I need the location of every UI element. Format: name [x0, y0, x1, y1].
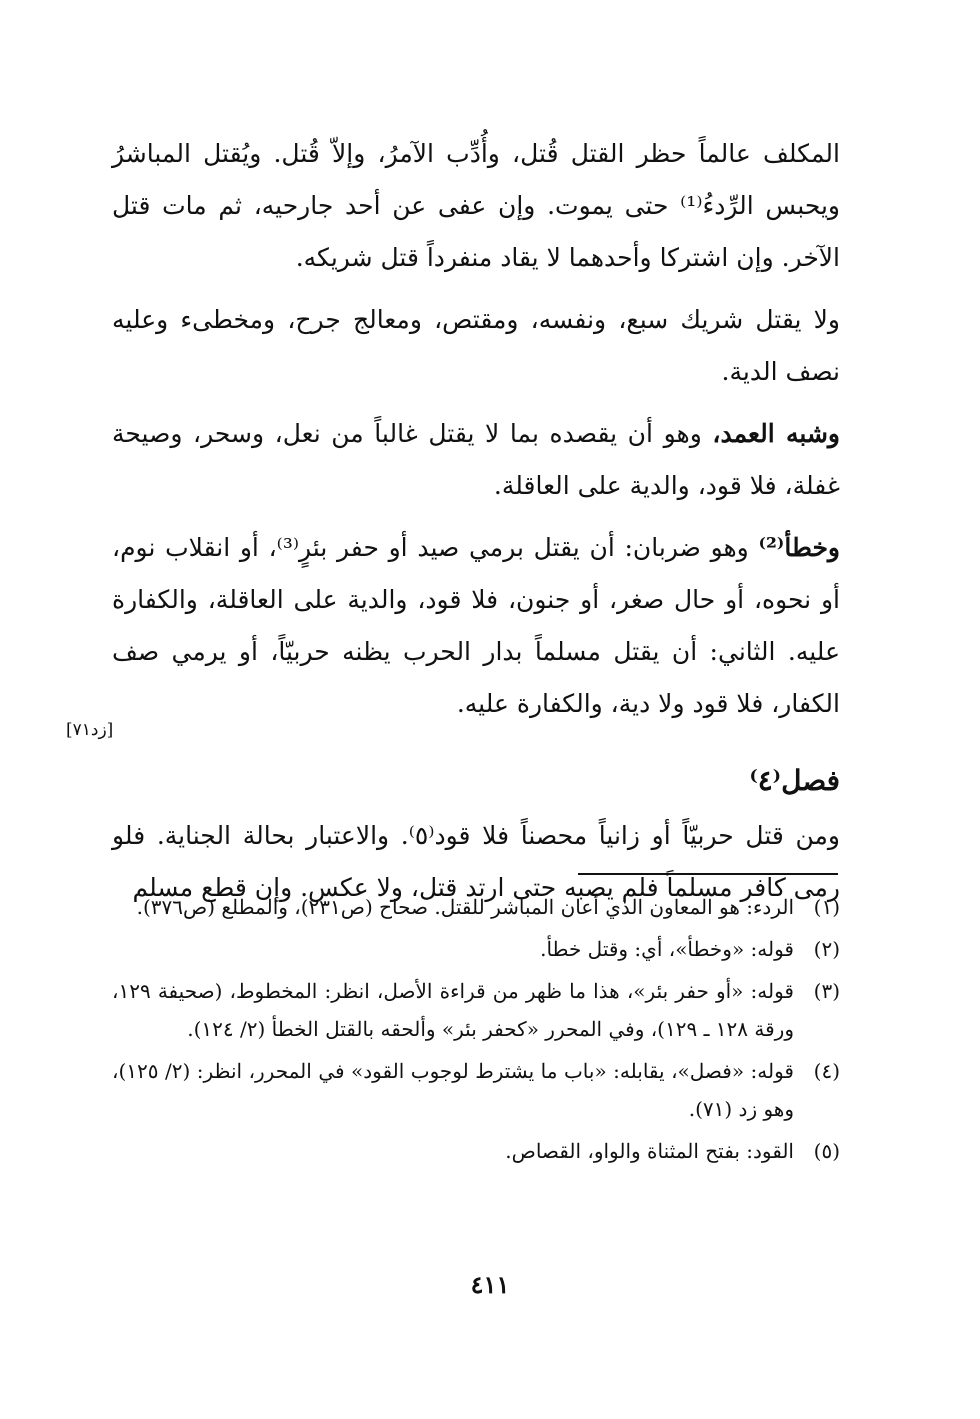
- paragraph-3: [112, 408, 840, 512]
- paragraph-2: ولا يقتل شريك سبع، ونفسه، ومقتص، ومعالج جرح، ومخطىء وعليه نصف الدية.: [112, 305, 840, 386]
- footnote-text: القود: بفتح المثناة والواو، القصاص.: [505, 1139, 794, 1163]
- footnote-number: (١): [813, 895, 840, 919]
- footnote-number: (٥): [813, 1139, 840, 1163]
- footnote-1: [112, 888, 840, 926]
- footnote-4: [112, 1052, 840, 1128]
- term-khata: وخطأ⁽²⁾: [758, 533, 840, 562]
- paragraph-1: المكلف عالماً حظر القتل قُتل، وأُدِّب الآمرُ، وإلاّ قُتل. ويُقتل المباشرُ ويحبس الرِّدءُ⁽¹⁾ حتى يموت. وإن عفى عن أحد جارحيه، ثم مات قتل الآخر. وإن اشتركا وأحدهما لا يقاد منفرداً قتل شريكه.: [112, 139, 841, 272]
- footnote-3: [112, 972, 840, 1048]
- section-heading: فصل⁽٤⁾: [749, 764, 840, 797]
- paragraph-4: [112, 522, 840, 730]
- footnote-text: قوله: «فصل»، يقابله: «باب ما يشترط لوجوب القود» في المحرر، انظر: (٢/ ١٢٥)، وهو زد (٧١).: [112, 1059, 794, 1121]
- margin-reference: [زد٧١]: [66, 720, 114, 740]
- footnote-text: قوله: «أو حفر بئر»، هذا ما ظهر من قراءة الأصل، انظر: المخطوط، (صحيفة ١٢٩، ورقة ١٢٨ ـ ١٢٩)، وفي المحرر «كحفر بئر» وألحقه بالقتل الخطأ (٢/ ١٢٤).: [112, 979, 794, 1041]
- footnote-text: قوله: «وخطأ»، أي: وقتل خطأ.: [540, 937, 794, 961]
- footnote-number: (٢): [813, 937, 840, 961]
- footnote-number: (٤): [813, 1059, 840, 1083]
- footnote-2: [112, 930, 840, 968]
- page-number: ٤١١: [470, 1270, 510, 1299]
- footnote-5: [112, 1132, 840, 1170]
- footnote-divider: [578, 873, 838, 875]
- main-text: [112, 128, 840, 924]
- term-shibh-al-amd: وشبه العمد،: [712, 419, 840, 448]
- paragraph-3-text: وهو أن يقصده بما لا يقتل غالباً من نعل، وسحر، وصيحة غفلة، فلا قود، والدية على العاقلة.: [112, 419, 840, 500]
- paragraph-4-text: وهو ضربان: أن يقتل برمي صيد أو حفر بئرٍ⁽³⁾، أو انقلاب نوم، أو نحوه، أو حال صغر، أو جنون، فلا قود، والدية على العاقلة، والكفارة عليه. الثاني: أن يقتل مسلماً بدار الحرب يظنه حربيّاً، أو يرمي صف الكفار، فلا قود ولا دية، والكفارة عليه.: [112, 533, 840, 718]
- footnote-text: الردء: هو المعاون الذي أعان المباشر للقتل. صحاح (ص٢٣١)، والمطلع (ص٣٧٦).: [136, 895, 794, 919]
- footnote-number: (٣): [813, 979, 840, 1003]
- footnotes: [112, 888, 840, 1174]
- paragraph-5: ومن قتل حربيّاً أو زانياً محصناً فلا قود⁽٥⁾. والاعتبار بحالة الجناية. فلو رمى كافر مسلماً فلم يصبه حتى ارتد قتل، ولا عكس. وإن قطع مسلم: [112, 821, 841, 902]
